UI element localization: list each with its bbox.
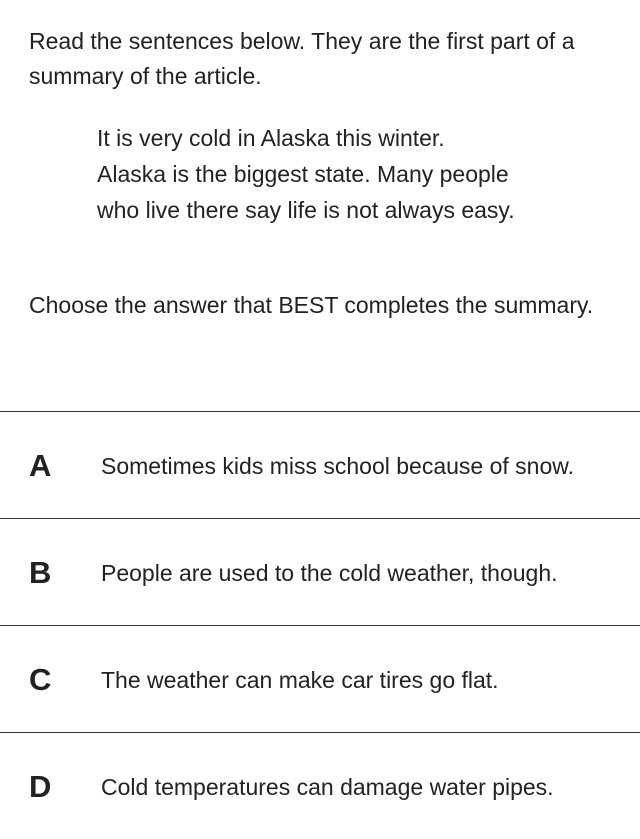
option-text: The weather can make car tires go flat. <box>101 667 499 693</box>
question-prompt: Read the sentences below. They are the first part of a summary of the article. <box>29 28 575 89</box>
answer-option-d[interactable] <box>0 733 640 839</box>
option-letter: D <box>29 769 52 804</box>
answer-options <box>0 411 640 832</box>
summary-excerpt: It is very cold in Alaska this winter. Alaska is the biggest state. Many people who live there say life is not always easy. <box>97 125 515 223</box>
option-text: Sometimes kids miss school because of snow. <box>101 453 574 479</box>
option-letter: C <box>29 662 52 697</box>
option-letter: B <box>29 555 52 590</box>
answer-option-a[interactable] <box>0 412 640 519</box>
option-text: Cold temperatures can damage water pipes. <box>101 774 554 800</box>
answer-option-c[interactable] <box>0 626 640 733</box>
answer-option-b[interactable] <box>0 519 640 626</box>
option-letter: A <box>29 448 52 483</box>
option-text: People are used to the cold weather, though. <box>101 560 558 586</box>
question-instruction: Choose the answer that BEST completes the summary. <box>29 292 594 318</box>
